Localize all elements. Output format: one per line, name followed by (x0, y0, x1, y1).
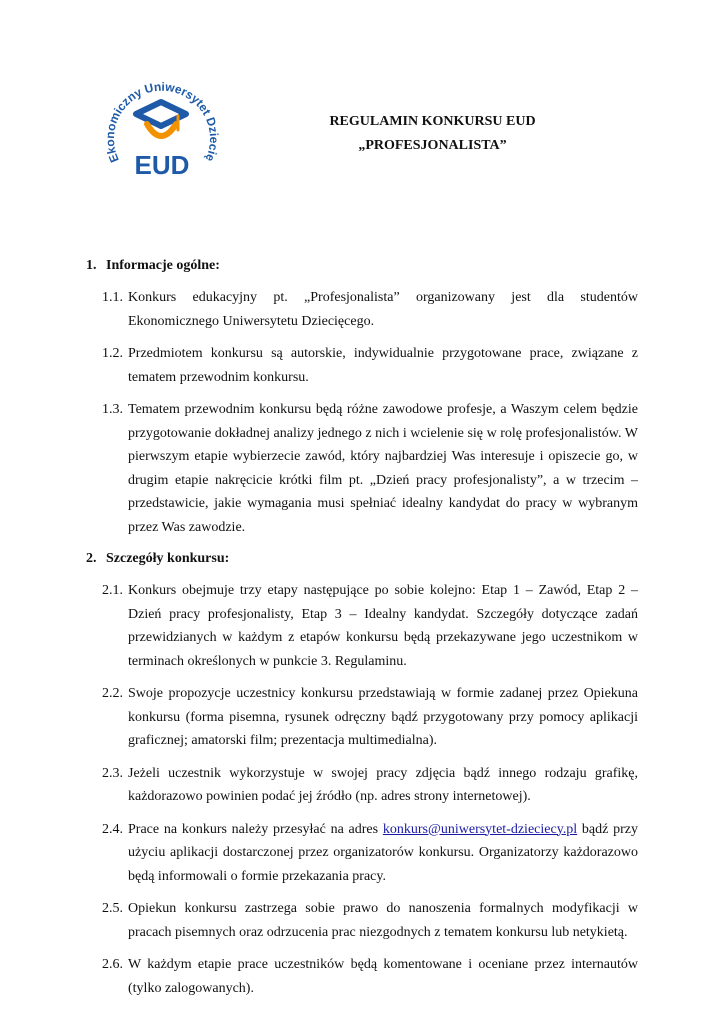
item-text: Opiekun konkursu zastrzega sobie prawo do nanoszenia formalnych modyfikacji w pracach pisemnych oraz odrzucenia prac niezgodnych z tematem konkursu lub netykietą. (128, 901, 638, 940)
list-item (86, 286, 638, 333)
item-number: 2.3. (102, 765, 123, 781)
logo-arc-text: Ekonomiczny Uniwersytet Dziecię (102, 79, 222, 165)
list-item (86, 579, 638, 673)
section-general-info (86, 254, 638, 539)
list-item (86, 897, 638, 944)
document-title (300, 110, 565, 158)
section-contest-details (86, 547, 638, 1000)
list-item (86, 342, 638, 389)
list-item (86, 682, 638, 753)
eud-logo-graphic (98, 70, 228, 190)
regulations-content (86, 254, 638, 1000)
section-title: Szczegóły konkursu: (106, 551, 230, 566)
list-item (86, 818, 638, 889)
item-text: W każdym etapie prace uczestników będą komentowane i oceniane przez internautów (tylko zalogowanych). (128, 957, 638, 996)
item-text: Przedmiotem konkursu są autorskie, indywidualnie przygotowane prace, związane z tematem przewodnim konkursu. (128, 346, 638, 385)
mortarboard-icon (136, 102, 186, 136)
item-text-after: bądź przy użyciu aplikacji dostarczonej przez organizatorów konkursu. Organizatorzy każdorazowo będą informowali o formie przekazania pracy. (128, 821, 638, 884)
list-item (86, 762, 638, 809)
eud-logo (98, 70, 228, 190)
item-text: Konkurs edukacyjny pt. „Profesjonalista” organizowany jest dla studentów Ekonomicznego Uniwersytetu Dziecięcego. (128, 290, 638, 329)
title-line-1: REGULAMIN KONKURSU EUD (329, 114, 536, 129)
section-title: Informacje ogólne: (106, 258, 220, 273)
section-number: 2. (86, 551, 97, 566)
list-item (86, 398, 638, 539)
title-line-2: „PROFESJONALISTA” (358, 138, 507, 153)
logo-acronym: EUD (134, 150, 190, 180)
item-number: 2.6. (102, 957, 123, 972)
item-text-before: Prace na konkurs należy przesyłać na adres (128, 821, 383, 837)
item-number: 2.5. (102, 901, 123, 916)
item-number: 1.1. (102, 290, 123, 305)
item-text (128, 818, 638, 889)
item-number: 2.4. (102, 821, 123, 837)
item-text: Swoje propozycje uczestnicy konkursu przedstawiają w formie zadanej przez Opiekuna konkursu (forma pisemna, rysunek odręczny bądź przygotowany przy pomocy aplikacji graficznej; amatorski film; prezentacja multimedialna). (128, 686, 638, 748)
item-text: Konkurs obejmuje trzy etapy następujące po sobie kolejno: Etap 1 – Zawód, Etap 2 – Dzień pracy profesjonalisty, Etap 3 – Idealny kandydat. Szczegóły dotyczące zadań przewidzianych w każdym z etapów konkursu będą przekazywane jego uczestnikom w terminach określonych w punkcie 3. Regulaminu. (128, 583, 638, 669)
item-number: 2.1. (102, 583, 123, 598)
section-heading (86, 547, 638, 570)
list-item (86, 953, 638, 1000)
contest-email-link[interactable]: konkurs@uniwersytet-dzieciecy.pl (382, 821, 578, 837)
section-number: 1. (86, 258, 97, 273)
item-text: Tematem przewodnim konkursu będą różne zawodowe profesje, a Waszym celem będzie przygotowanie dokładnej analizy jednego z nich i wcielenie się w rolę profesjonalistów. W pierwszym etapie wybierzecie zawód, który najbardziej Was interesuje i opiszecie go, w drugim etapie nakręcicie krótki film pt. „Dzień pracy profesjonalisty”, a w trzecim – przedstawicie, jakie wymagania musi spełniać idealny kandydat do pracy w wybranym przez Was zawodzie. (128, 402, 638, 535)
item-number: 2.2. (102, 686, 123, 701)
item-number: 1.2. (102, 346, 123, 361)
section-heading (86, 254, 638, 277)
item-number: 1.3. (102, 402, 123, 417)
item-text: Jeżeli uczestnik wykorzystuje w swojej pracy zdjęcia bądź innego rodzaju grafikę, każdorazowo powinien podać jej źródło (np. adres strony internetowej). (128, 765, 638, 804)
